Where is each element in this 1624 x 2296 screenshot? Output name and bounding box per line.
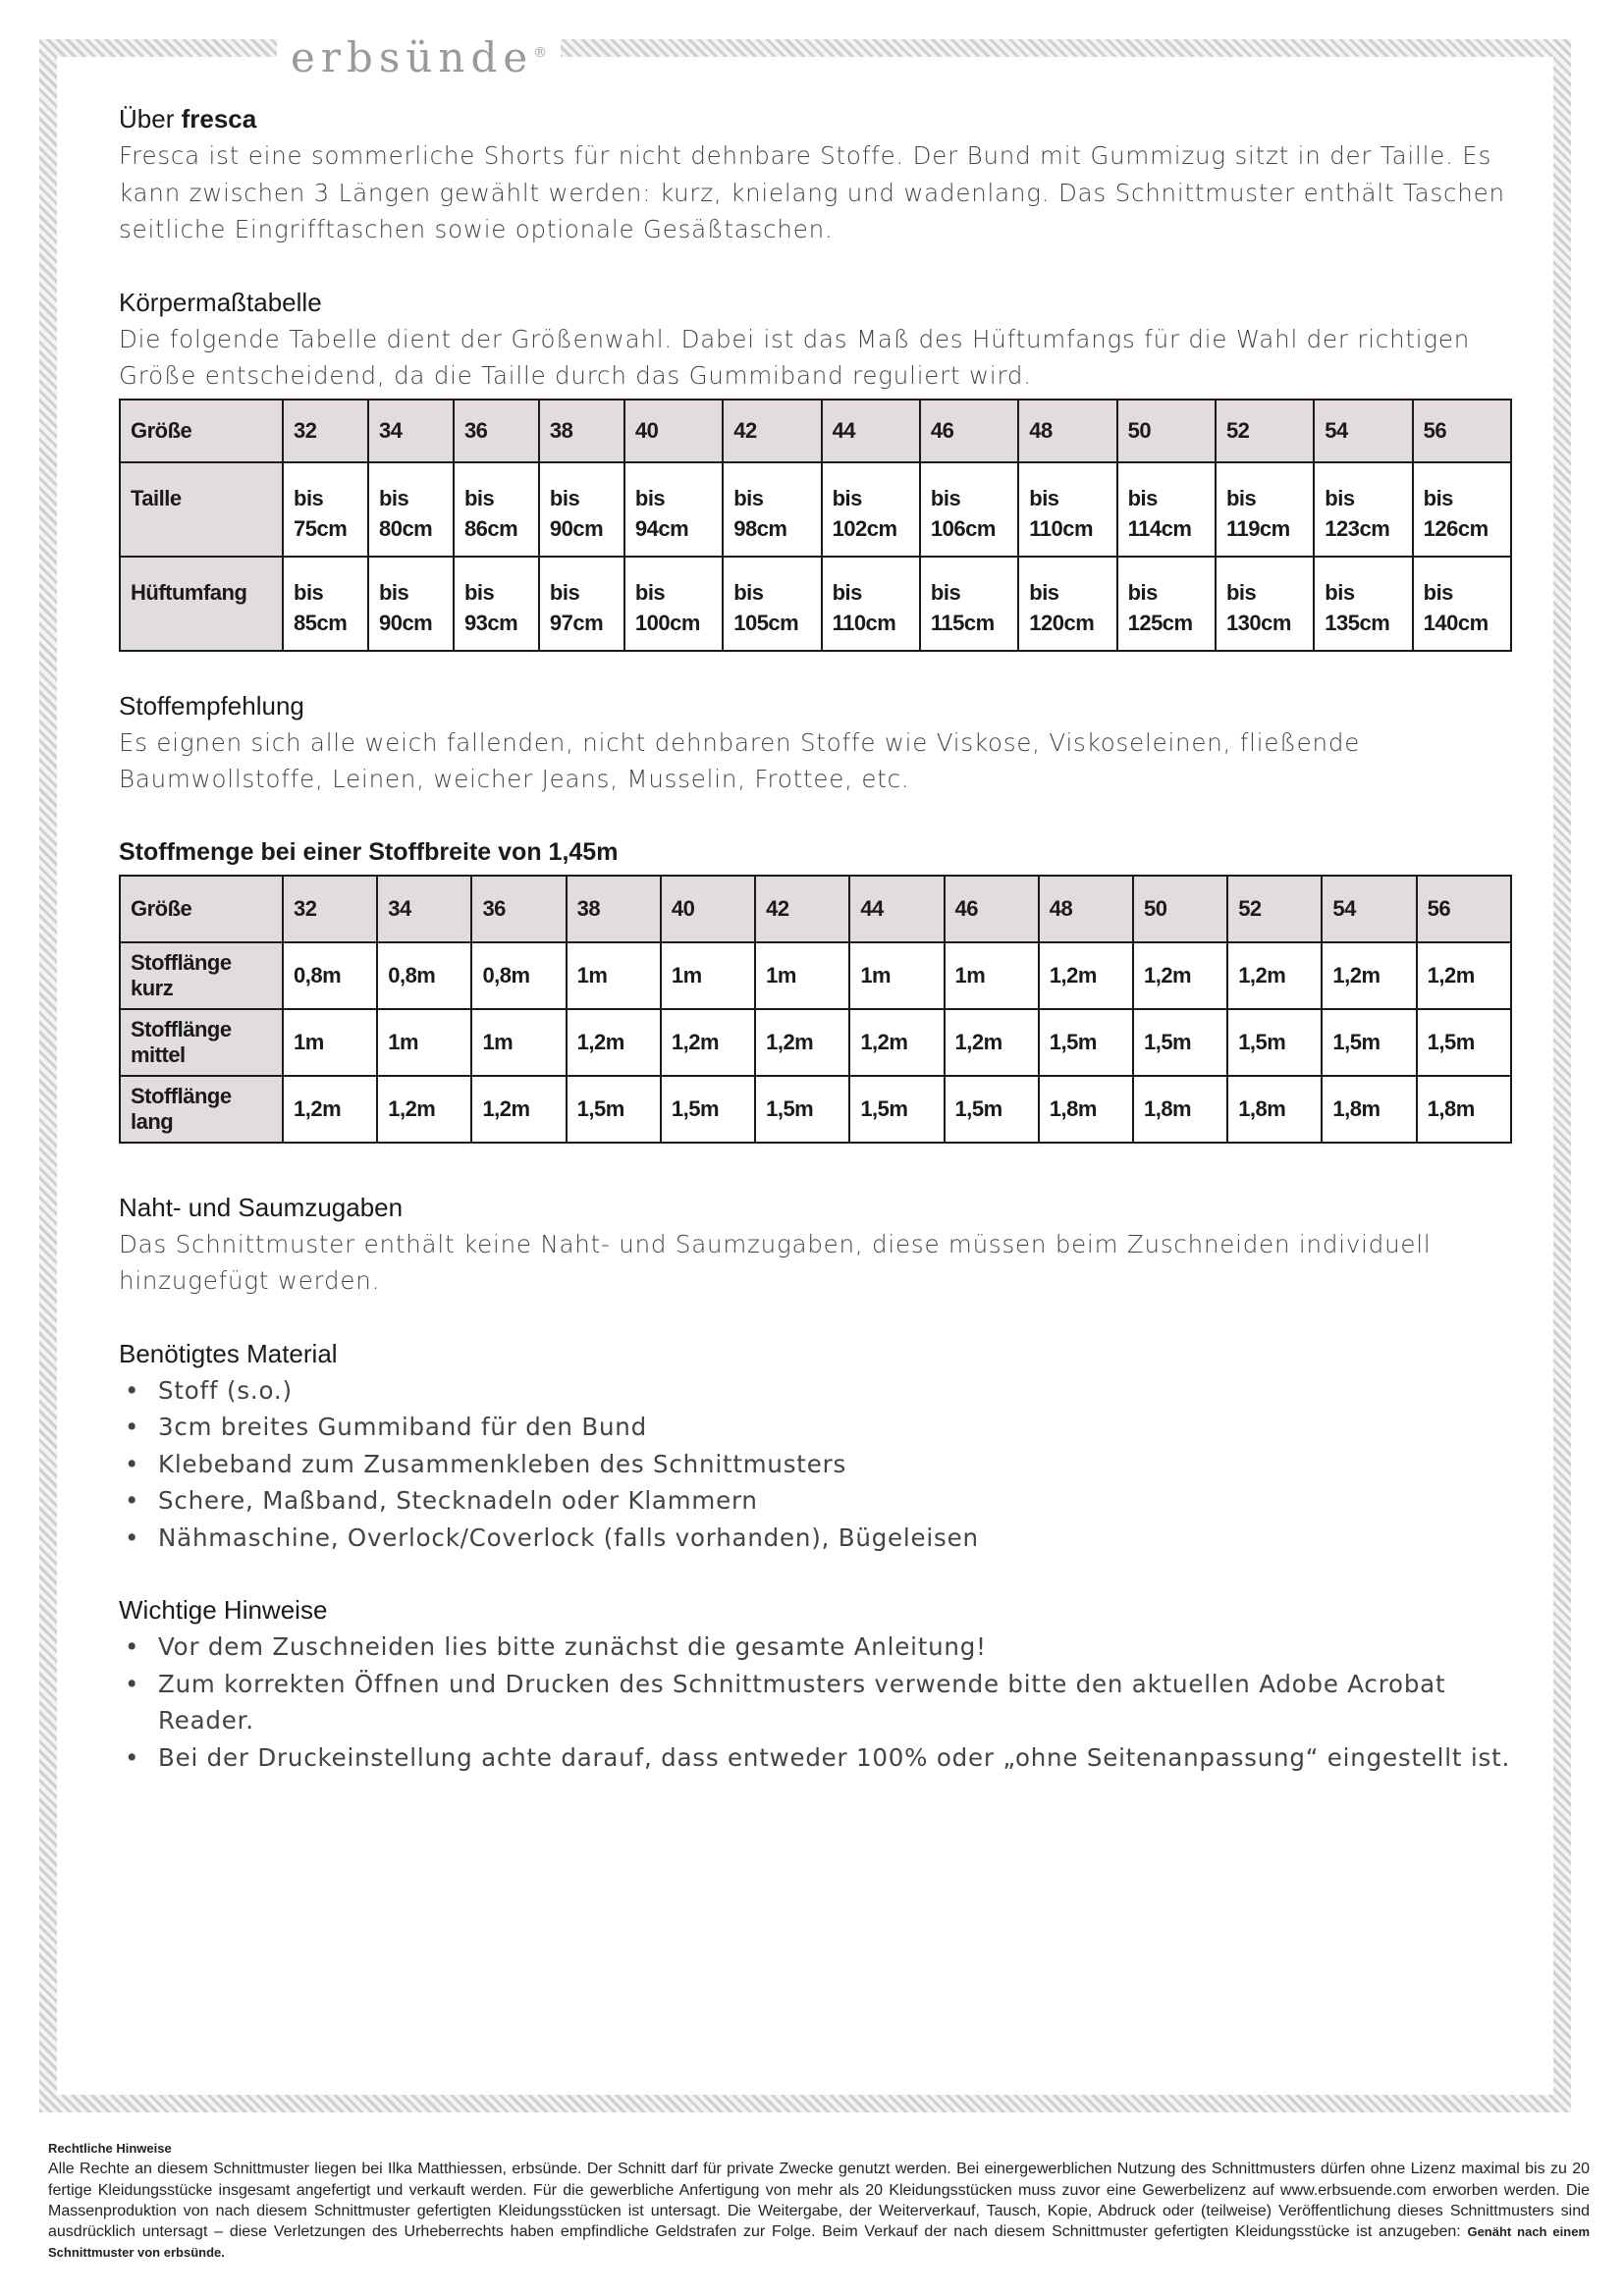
cell-prefix: bis [1029,485,1059,510]
table-cell: 1m [283,1009,377,1076]
header-cell: 44 [822,400,920,462]
header-cell: 48 [1039,876,1133,942]
table-cell: 1m [661,942,755,1009]
table-row [120,462,1511,557]
cell-prefix: bis [1029,579,1059,605]
cell-value: 90cm [378,610,433,635]
table-cell: 1,2m [377,1076,471,1143]
header-cell: 34 [377,876,471,942]
header-cell: 52 [1216,400,1314,462]
table-cell: 1,8m [1322,1076,1416,1143]
cell-value: 86cm [463,515,518,541]
table-cell: 1,8m [1417,1076,1511,1143]
cell-prefix: bis [733,485,764,510]
table-cell [1413,557,1511,651]
table-cell: 1,5m [1133,1009,1227,1076]
header-cell: 36 [471,876,566,942]
header-cell: 54 [1322,876,1416,942]
table-cell [1413,462,1511,557]
fabric-text: Es eignen sich alle weich fallenden, nicht dehnbaren Stoffe wie Viskose, Viskoseleinen, fließende Baumwollstoffe, Leinen, weicher Jeans, Musselin, Frottee, etc. [119,727,1361,793]
row-label: Hüftumfang [120,557,283,651]
table-cell [723,462,821,557]
header-cell: 54 [1314,400,1412,462]
cell-prefix: bis [832,485,862,510]
table-cell [368,557,454,651]
cell-value: 98cm [733,515,787,541]
table-header-row [120,400,1511,462]
cell-value: 135cm [1325,610,1390,635]
cell-value: 130cm [1225,610,1291,635]
table-cell: 1m [377,1009,471,1076]
table-cell [822,462,920,557]
header-cell: Größe [120,400,283,462]
legal-notice [48,2138,1590,2264]
list-item: • Schere, Maßband, Stecknadeln oder Klammern [119,1482,1513,1520]
list-item: • Bei der Druckeinstellung achte darauf, dass entweder 100% oder „ohne Seitenanpassung“ eingestellt ist. [119,1739,1513,1777]
cell-prefix: bis [1325,485,1355,510]
table-cell: 1,2m [1322,942,1416,1009]
table-cell [624,557,723,651]
section-material [119,1335,1513,1557]
table-cell: 1m [471,1009,566,1076]
header-cell: 40 [661,876,755,942]
cell-value: 119cm [1225,515,1290,541]
cell-value: 80cm [378,515,433,541]
cell-value: 115cm [930,610,995,635]
notes-list [119,1629,1513,1776]
material-title: Benötigtes Material [119,1338,338,1368]
table-cell: 1,5m [567,1076,661,1143]
table-cell [283,557,368,651]
cell-prefix: bis [634,579,666,605]
table-cell [822,557,920,651]
cell-value: 125cm [1127,610,1193,635]
table-cell: 1,2m [283,1076,377,1143]
legal-heading: Rechtliche Hinweise [48,2141,172,2156]
table-cell [1216,557,1314,651]
table-cell: 1,8m [1227,1076,1322,1143]
header-cell: 34 [368,400,454,462]
cell-prefix: bis [549,579,580,605]
header-cell: 56 [1417,876,1511,942]
amount-title: Stoffmenge bei einer Stoffbreite von 1,45m [119,837,619,866]
cell-prefix: bis [1225,579,1257,605]
table-cell [920,462,1018,557]
header-cell: 36 [454,400,539,462]
cell-value: 110cm [1029,515,1094,541]
table-cell: 0,8m [377,942,471,1009]
header-cell: 42 [723,400,821,462]
legal-stamp: Genäht nach einem Schnittmuster von erbsünde. [48,2224,1590,2261]
cell-value: 90cm [549,515,604,541]
table-cell [283,462,368,557]
header-cell: 44 [849,876,944,942]
about-text: Fresca ist eine sommerliche Shorts für nicht dehnbare Stoffe. Der Bund mit Gummizug sitzt in der Taille. Es kann zwischen 3 Längen gewählt werden: kurz, knielang und wadenlang. Das Schnittmuster enthält Taschen seitliche Eingrifftaschen sowie optionale Gesäßtaschen. [119,141,1505,243]
cell-prefix: bis [1127,579,1158,605]
table-cell: 1,5m [1039,1009,1133,1076]
table-cell: 1m [945,942,1039,1009]
cell-value: 106cm [930,515,996,541]
main-content [119,100,1513,1811]
row-label: Stofflänge mittel [120,1009,283,1076]
cell-prefix: bis [549,485,580,510]
brand-logo: erbsünde® [277,27,561,79]
table-row [120,557,1511,651]
table-cell: 1m [567,942,661,1009]
header-cell: Größe [120,876,283,942]
table-cell: 1,5m [755,1076,849,1143]
header-cell: 38 [539,400,624,462]
table-cell [1018,462,1116,557]
table-cell: 1m [849,942,944,1009]
table-row [120,1076,1511,1143]
cell-value: 75cm [294,515,348,541]
table-cell: 1,5m [1227,1009,1322,1076]
cell-value: 94cm [634,515,689,541]
list-item: • Zum korrekten Öffnen und Drucken des Schnittmusters verwende bitte den aktuellen Adobe Acrobat Reader. [119,1666,1513,1739]
table-cell [920,557,1018,651]
table-row [120,942,1511,1009]
measurement-table [119,399,1512,652]
cell-value: 93cm [463,610,518,635]
cell-prefix: bis [378,485,409,510]
table-cell [454,462,539,557]
cell-prefix: bis [1325,579,1355,605]
table-cell [539,462,624,557]
about-title: Über fresca [119,104,257,133]
table-cell: 1,2m [1227,942,1322,1009]
table-cell: 0,8m [283,942,377,1009]
material-list [119,1372,1513,1557]
table-cell [1018,557,1116,651]
section-about [119,100,1513,248]
cell-prefix: bis [294,579,324,605]
table-cell: 1,5m [1417,1009,1511,1076]
cell-prefix: bis [463,579,495,605]
cell-value: 110cm [832,610,896,635]
header-cell: 32 [283,400,368,462]
table-cell [1314,557,1412,651]
fabric-amount-table [119,875,1512,1144]
cell-value: 114cm [1127,515,1192,541]
header-cell: 56 [1413,400,1511,462]
cell-prefix: bis [294,485,324,510]
table-cell [1216,462,1314,557]
seam-title: Naht- und Saumzugaben [119,1192,404,1222]
list-item: • Nähmaschine, Overlock/Coverlock (falls vorhanden), Bügeleisen [119,1520,1513,1557]
table-cell: 1,8m [1039,1076,1133,1143]
fabric-title: Stoffempfehlung [119,690,304,721]
row-label: Stofflänge lang [120,1076,283,1143]
section-measurements [119,284,1513,652]
cell-prefix: bis [634,485,666,510]
table-cell: 1,2m [1133,942,1227,1009]
table-cell [723,557,821,651]
cell-prefix: bis [1423,579,1453,605]
header-cell: 46 [945,876,1039,942]
cell-value: 120cm [1029,610,1095,635]
table-cell: 1,5m [661,1076,755,1143]
table-cell: 1,2m [945,1009,1039,1076]
table-cell: 1,5m [849,1076,944,1143]
legal-text: Alle Rechte an diesem Schnittmuster liegen bei Ilka Matthiessen, erbsünde. Der Schnitt darf für private Zwecke genutzt werden. Bei einergewerblichen Nutzung des Schnittmusters dürfen ohne Lizenz maximal bis zu 20 fertige Kleidungsstücke insgesamt angefertigt und verkauft werden. Für die gewerbliche Anfertigung von mehr als 20 Kleidungsstücken muss zuvor eine Gewerbelizenz auf www.erbsuende.com erworben werden. Die Massenproduktion von nach diesem Schnittmuster gefertigten Kleidungsstücken ist untersagt. Die Weitergabe, der Weiterverkauf, Tausch, Kopie, Abdruck oder (teilweise) Veröffentlichung dieses Schnittmusters sind ausdrücklich untersagt – diese Verletzungen des Urheberrechts haben empfindliche Geldstrafen zur Folge. Beim Verkauf der nach diesem Schnittmuster gefertigten Kleidungsstücke ist anzugeben: [48,2161,1590,2241]
section-fabric-amount [119,833,1513,1144]
header-cell: 38 [567,876,661,942]
header-cell: 40 [624,400,723,462]
table-cell [1117,462,1216,557]
cell-prefix: bis [1225,485,1257,510]
header-cell: 48 [1018,400,1116,462]
cell-prefix: bis [1423,485,1453,510]
table-cell [368,462,454,557]
cell-value: 140cm [1423,610,1489,635]
table-cell: 1m [755,942,849,1009]
table-cell: 0,8m [471,942,566,1009]
notes-title: Wichtige Hinweise [119,1595,328,1625]
header-cell: 50 [1133,876,1227,942]
table-cell [1314,462,1412,557]
table-cell: 1,5m [945,1076,1039,1143]
row-label: Stofflänge kurz [120,942,283,1009]
cell-prefix: bis [930,485,961,510]
list-item: • Vor dem Zuschneiden lies bitte zunächst die gesamte Anleitung! [119,1629,1513,1666]
header-cell: 32 [283,876,377,942]
header-cell: 50 [1117,400,1216,462]
table-cell: 1,5m [1322,1009,1416,1076]
table-cell: 1,8m [1133,1076,1227,1143]
cell-prefix: bis [930,579,961,605]
table-cell: 1,2m [1417,942,1511,1009]
table-cell [539,557,624,651]
seam-text: Das Schnittmuster enthält keine Naht- und Saumzugaben, diese müssen beim Zuschneiden individuell hinzugefügt werden. [119,1229,1432,1295]
section-notes [119,1591,1513,1776]
cell-value: 123cm [1325,515,1390,541]
section-fabric [119,687,1513,798]
measure-text: Die folgende Tabelle dient der Größenwahl. Dabei ist das Maß des Hüftumfangs für die Wahl der richtigen Größe entscheidend, da die Taille durch das Gummiband reguliert wird. [119,324,1471,390]
table-cell: 1,2m [567,1009,661,1076]
table-cell: 1,2m [849,1009,944,1076]
table-row [120,1009,1511,1076]
measure-title: Körpermaßtabelle [119,287,322,317]
header-cell: 46 [920,400,1018,462]
table-cell: 1,2m [755,1009,849,1076]
table-cell [1117,557,1216,651]
header-cell: 42 [755,876,849,942]
table-cell: 1,2m [1039,942,1133,1009]
row-label: Taille [120,462,283,557]
cell-prefix: bis [378,579,409,605]
list-item: • Stoff (s.o.) [119,1372,1513,1410]
cell-value: 105cm [733,610,799,635]
table-cell: 1,2m [661,1009,755,1076]
table-cell [624,462,723,557]
cell-value: 85cm [294,610,348,635]
list-item: • Klebeband zum Zusammenkleben des Schnittmusters [119,1446,1513,1483]
table-cell [454,557,539,651]
section-seam [119,1189,1513,1300]
cell-prefix: bis [832,579,862,605]
header-cell: 52 [1227,876,1322,942]
list-item: • 3cm breites Gummiband für den Bund [119,1409,1513,1446]
cell-prefix: bis [733,579,764,605]
cell-prefix: bis [1127,485,1158,510]
table-cell: 1,2m [471,1076,566,1143]
cell-value: 97cm [549,610,604,635]
cell-prefix: bis [463,485,495,510]
table-header-row [120,876,1511,942]
cell-value: 126cm [1423,515,1489,541]
cell-value: 100cm [634,610,700,635]
cell-value: 102cm [832,515,897,541]
